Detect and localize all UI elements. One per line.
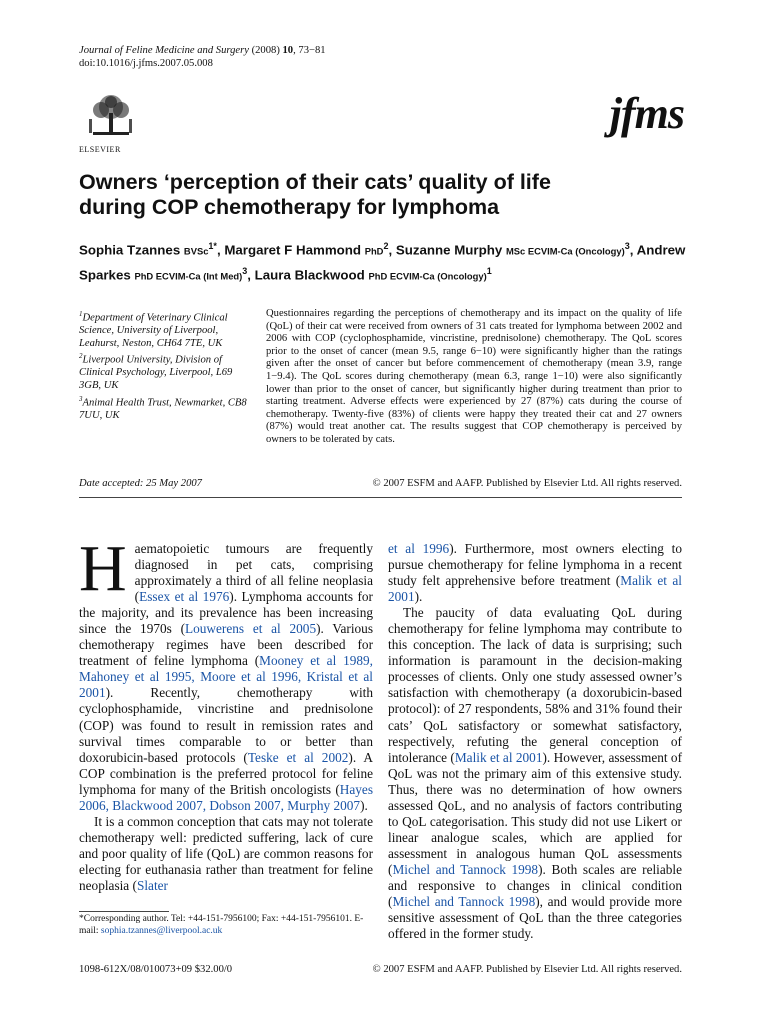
issn-line: 1098-612X/08/010073+09 $32.00/0 <box>79 964 233 975</box>
footnote-divider <box>79 911 169 912</box>
citation-link[interactable]: Hayes 2006, Blackwood 2007, Dobson 2007, Murphy 2007 <box>79 781 373 813</box>
citation-link[interactable]: Malik et al 2001 <box>454 749 543 765</box>
author-superscript: 3 <box>624 241 630 251</box>
affiliation: $^3$Animal Health Trust, Newmarket, CB8 7UU, UK <box>79 394 247 421</box>
author-degree: PhD ECVIM-Ca (Int Med) <box>134 270 243 282</box>
author-degree: PhD <box>364 245 384 257</box>
author-superscript: 1* <box>208 241 217 251</box>
citation-link[interactable]: Michel and Tannock 1998 <box>392 894 536 910</box>
author-name: , Laura Blackwood <box>247 267 369 283</box>
journal-logo: jfms <box>609 89 684 138</box>
citation-link[interactable]: Teske et al 2002 <box>247 749 349 765</box>
affiliations <box>79 308 255 422</box>
author-degree: MSc ECVIM-Ca (Oncology) <box>505 245 625 257</box>
paragraph: et al 1996). Furthermore, most owners electing to pursue chemotherapy for feline lymphoma in a recent study felt apprehensive before treatment (Malik et al 2001). <box>388 541 683 605</box>
footer-copyright: © 2007 ESFM and AAFP. Published by Elsevier Ltd. All rights reserved. <box>372 964 682 975</box>
citation-link[interactable]: et al 1996 <box>388 541 450 556</box>
elsevier-tree-icon <box>79 93 143 139</box>
author-name: , Andrew Sparkes <box>79 242 686 283</box>
author-name: , Margaret F Hammond <box>216 242 365 258</box>
journal-citation-line: Journal of Feline Medicine and Surgery (2008) 10, 73−81 <box>79 45 326 56</box>
date-accepted: Date accepted: 25 May 2007 <box>79 478 202 489</box>
author-degree: PhD ECVIM-Ca (Oncology) <box>368 270 487 282</box>
paragraph: It is a common conception that cats may not tolerate chemotherapy well: predicted suffering, lack of cure and poor quality of life (QoL) are common reasons for electing for euthanasia rather than treatment for feline neoplasia (Slater <box>79 813 373 893</box>
divider <box>79 497 682 498</box>
author-list <box>79 236 689 287</box>
volume-number: 10 <box>282 45 294 56</box>
journal-name: Journal of Feline Medicine and Surgery <box>79 45 249 56</box>
author-name: Sophia Tzannes <box>79 242 184 258</box>
citation-link[interactable]: Essex et al 1976 <box>139 589 230 605</box>
author-superscript: 2 <box>383 241 389 251</box>
article-title: Owners ‘perception of their cats’ quality of life during COP chemotherapy for lymphoma <box>79 170 551 219</box>
author-superscript: 1 <box>486 266 492 277</box>
citation-link[interactable]: Malik et al 2001 <box>388 573 682 605</box>
paragraph: Haematopoietic tumours are frequently diagnosed in pet cats, comprising approximately a third of all feline neoplasia (Essex et al 1976). Lymphoma accounts for the majority, and its prevalence has been increasing since the 1970s (Louwerens et al 2005). Various chemotherapy regimes have been described for treatment of feline lymphoma (Mooney et al 1989, Mahoney et al 1995, Moore et al 1996, Kristal et al 2001). Recently, chemotherapy with cyclophosphamide, vincristine and prednisolone (COP) was found to result in remission rates and survival times comparable to or better than doxorubicin-based protocols (Teske et al 2002). A COP combination is the preferred protocol for feline lymphoma for many of the British oncologists (Hayes 2006, Blackwood 2007, Dobson 2007, Murphy 2007). <box>79 532 373 813</box>
drop-cap: H <box>79 532 127 605</box>
body-column-right <box>388 541 682 942</box>
citation-link[interactable]: Michel and Tannock 1998 <box>392 861 539 877</box>
affiliation: $^2$Liverpool University, Division of Clinical Psychology, Liverpool, L69 3GB, UK <box>79 352 233 392</box>
paragraph: The paucity of data evaluating QoL during chemotherapy for feline lymphoma may contribute to this conception. The lack of data is surprising; such information is paramount in the decision-making processes of clients. Only one study assessed owner’s satisfaction with chemotherapy (a doxorubicin-based protocol): of 27 respondents, 58% and 31% found their cats’ QoL satisfactory or somewhat satisfactory, respectively, refuting the general conception of intolerance (Malik et al 2001). However, assessment of QoL was not the primary aim of this extensive study. Thus, there was no determination of how owners assessed QoL, and no analysis of factors contributing to QoL categorisation. This study did not use Likert or linear analogue scales, which are applied for assessment in analogous human QoL assessments (Michel and Tannock 1998). Both scales are reliable and responsive to changes in clinical condition (Michel and Tannock 1998), and would provide more sensitive assessment of QoL than the three categories offered in the former study. <box>388 605 683 942</box>
author-name: , Suzanne Murphy <box>388 242 506 258</box>
email-link[interactable]: sophia.tzannes@liverpool.ac.uk <box>100 926 223 936</box>
citation-link[interactable]: Slater <box>136 877 168 893</box>
author-degree: BVSc <box>183 245 209 257</box>
corresponding-author-footnote: *Corresponding author. Tel: +44-151-7956100; Fax: +44-151-7956101. E-mail: sophia.tzannes@liverpool.ac.uk <box>79 914 364 936</box>
body-column-left <box>79 532 373 894</box>
doi: doi:10.1016/j.jfms.2007.05.008 <box>79 58 213 69</box>
citation-link[interactable]: Louwerens et al 2005 <box>185 621 317 637</box>
elsevier-logo <box>79 93 151 154</box>
abstract-copyright: © 2007 ESFM and AAFP. Published by Elsevier Ltd. All rights reserved. <box>372 478 682 489</box>
affiliation: $^1$Department of Veterinary Clinical Science, University of Liverpool, Leahurst, Neston, CH64 7TE, UK <box>79 310 228 349</box>
author-superscript: 3 <box>242 266 248 277</box>
publisher-logo-text: ELSEVIER <box>79 145 121 154</box>
citation-link[interactable]: Mooney et al 1989, Mahoney et al 1995, Moore et al 1996, Kristal et al 2001 <box>79 653 373 701</box>
abstract: Questionnaires regarding the perceptions of chemotherapy and its impact on the quality of life (QoL) of their cat were received from owners of 31 cats treated for lymphoma between 2002 and 2006 with COP (cyclophosphamide, vincristine, prednisolone) chemotherapy. The QoL scores prior to the onset of cancer (mean 9.5, range 6−10) were significantly higher than the ratings given after the onset of cancer but before commencement of chemotherapy (mean 3.9, range 1−9.4). The QoL scores during chemotherapy (mean 6.3, range 1−10) were also significantly lower than prior to the onset of cancer, but significantly higher during treatment than prior to starting treatment. Adverse effects were experienced by 27 (87%) cats during the course of chemotherapy. Twenty-five (83%) of clients were happy they treated their cat and 27 owners (87%) would treat another cat. The results suggest that COP chemotherapy is perceived by owners to be tolerated by cats. <box>266 308 682 445</box>
journal-citation <box>79 44 326 70</box>
